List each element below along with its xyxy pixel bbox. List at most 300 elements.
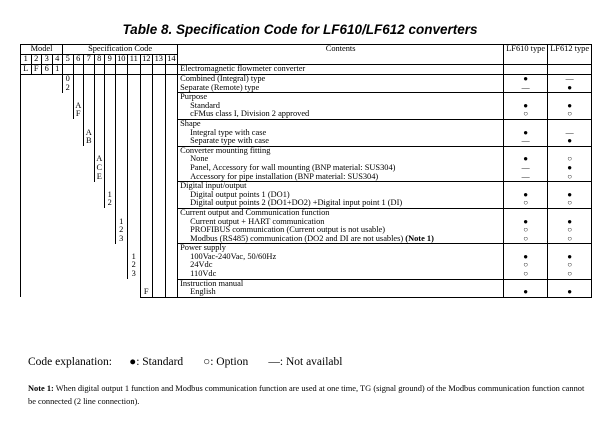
code-spacer — [31, 146, 42, 155]
code-spacer — [52, 279, 63, 288]
code-spacer — [115, 75, 128, 84]
code-spacer — [128, 164, 141, 173]
spec-contents-text: 24Vdc — [190, 260, 213, 270]
code-spacer — [52, 235, 63, 244]
code-spacer — [140, 208, 153, 217]
code-spacer — [94, 253, 105, 262]
spec-contents-text: Modbus (RS485) communication (DO2 and DI are not usables) — [190, 233, 406, 243]
code-spacer — [165, 191, 178, 200]
spec-code-cell: 1 — [115, 218, 128, 227]
model-type-cell — [504, 65, 548, 75]
empty-code-cell — [94, 65, 105, 75]
code-spacer — [140, 218, 153, 227]
header-code-position: 11 — [128, 55, 141, 65]
code-spacer — [42, 226, 53, 235]
spec-row — [21, 244, 592, 253]
spec-code-cell: F — [140, 288, 153, 297]
header-code-position: 4 — [52, 55, 63, 65]
code-spacer — [128, 208, 141, 217]
code-spacer — [84, 199, 95, 208]
code-spacer — [105, 226, 116, 235]
code-spacer — [115, 191, 128, 200]
legend-label: Code explanation: — [28, 356, 112, 368]
code-spacer — [115, 110, 128, 119]
code-spacer — [128, 173, 141, 182]
code-spacer — [63, 261, 74, 270]
code-spacer — [31, 270, 42, 279]
code-spacer — [21, 173, 32, 182]
spec-contents-text: Digital input/output — [180, 181, 247, 191]
code-spacer — [42, 93, 53, 102]
code-spacer — [128, 129, 141, 138]
header-code-position: 10 — [115, 55, 128, 65]
header-code-position: 9 — [105, 55, 116, 65]
code-spacer — [140, 155, 153, 164]
lf610-availability: ● — [504, 218, 548, 227]
code-spacer — [52, 137, 63, 146]
code-spacer — [42, 75, 53, 84]
code-spacer — [165, 199, 178, 208]
code-spacer — [84, 218, 95, 227]
code-spacer — [73, 288, 84, 297]
code-spacer — [153, 110, 166, 119]
code-spacer — [21, 84, 32, 93]
lf610-availability: ○ — [504, 235, 548, 244]
code-spacer — [153, 199, 166, 208]
code-spacer — [42, 173, 53, 182]
code-spacer — [63, 93, 74, 102]
spec-code-cell: 3 — [115, 235, 128, 244]
code-spacer — [105, 235, 116, 244]
code-spacer — [105, 146, 116, 155]
code-spacer — [63, 119, 74, 128]
code-spacer — [105, 137, 116, 146]
code-spacer — [42, 199, 53, 208]
code-spacer — [165, 182, 178, 191]
code-spacer — [128, 182, 141, 191]
code-spacer — [115, 253, 128, 262]
code-spacer — [73, 146, 84, 155]
code-spacer — [73, 226, 84, 235]
code-spacer — [115, 129, 128, 138]
code-spacer — [84, 235, 95, 244]
code-spacer — [63, 182, 74, 191]
model-code-cell: 1 — [52, 65, 63, 75]
lf610-availability: ● — [504, 129, 548, 138]
code-spacer — [31, 75, 42, 84]
spec-contents-text: Converter mounting fitting — [180, 145, 271, 155]
lf610-availability: — — [504, 137, 548, 146]
lf610-availability: ● — [504, 253, 548, 262]
header-code-position: 12 — [140, 55, 153, 65]
spec-contents — [178, 253, 504, 262]
spec-contents-text: Current output + HART communication — [190, 216, 325, 226]
code-spacer — [84, 93, 95, 102]
code-spacer — [31, 244, 42, 253]
spec-contents-text: 100Vac-240Vac, 50/60Hz — [190, 251, 277, 261]
spec-contents — [178, 84, 504, 93]
code-spacer — [73, 84, 84, 93]
lf612-availability: ○ — [548, 173, 592, 182]
code-spacer — [84, 173, 95, 182]
code-spacer — [105, 75, 116, 84]
code-spacer — [140, 110, 153, 119]
code-spacer — [73, 218, 84, 227]
code-spacer — [115, 155, 128, 164]
code-spacer — [21, 164, 32, 173]
code-spacer — [73, 173, 84, 182]
option-symbol-icon: ○ — [203, 356, 211, 368]
code-spacer — [105, 155, 116, 164]
code-spacer — [63, 137, 74, 146]
code-spacer — [94, 208, 105, 217]
code-spacer — [21, 208, 32, 217]
spec-row — [21, 288, 592, 297]
code-spacer — [73, 137, 84, 146]
code-spacer — [21, 93, 32, 102]
code-spacer — [105, 279, 116, 288]
spec-code-cell: A — [84, 129, 95, 138]
header-model: Model — [21, 45, 63, 55]
lf612-availability: ○ — [548, 110, 592, 119]
code-spacer — [140, 191, 153, 200]
code-spacer — [63, 244, 74, 253]
lf612-availability: ● — [548, 102, 592, 111]
code-spacer — [165, 253, 178, 262]
code-spacer — [115, 244, 128, 253]
code-spacer — [31, 137, 42, 146]
spec-contents-text: Digital output points 2 (DO1+DO2) +Digital input point 1 (DI) — [190, 198, 403, 208]
lf612-availability: ● — [548, 84, 592, 93]
spec-contents-text: Power supply — [180, 243, 226, 253]
code-spacer — [153, 164, 166, 173]
code-spacer — [94, 235, 105, 244]
code-spacer — [140, 173, 153, 182]
code-spacer — [128, 155, 141, 164]
code-spacer — [42, 129, 53, 138]
code-spacer — [94, 279, 105, 288]
code-spacer — [31, 119, 42, 128]
code-spacer — [105, 270, 116, 279]
code-spacer — [63, 164, 74, 173]
lf610-availability: ○ — [504, 199, 548, 208]
code-spacer — [140, 146, 153, 155]
code-spacer — [153, 129, 166, 138]
code-spacer — [153, 253, 166, 262]
code-spacer — [21, 110, 32, 119]
code-spacer — [153, 218, 166, 227]
code-spacer — [63, 253, 74, 262]
spec-row — [21, 182, 592, 191]
lf612-availability: ○ — [548, 270, 592, 279]
code-spacer — [140, 84, 153, 93]
code-spacer — [21, 102, 32, 111]
code-spacer — [115, 84, 128, 93]
code-spacer — [31, 182, 42, 191]
code-spacer — [31, 93, 42, 102]
code-spacer — [105, 253, 116, 262]
code-spacer — [94, 93, 105, 102]
code-spacer — [31, 208, 42, 217]
code-spacer — [165, 270, 178, 279]
spec-table — [20, 44, 592, 298]
empty-code-cell — [105, 65, 116, 75]
spec-contents — [178, 235, 504, 244]
code-spacer — [84, 75, 95, 84]
empty-code-cell — [115, 65, 128, 75]
code-spacer — [165, 75, 178, 84]
code-spacer — [128, 102, 141, 111]
code-spacer — [153, 261, 166, 270]
lf610-availability: ● — [504, 102, 548, 111]
code-spacer — [42, 146, 53, 155]
code-spacer — [94, 218, 105, 227]
empty-code-cell — [165, 65, 178, 75]
code-spacer — [73, 253, 84, 262]
code-spacer — [73, 155, 84, 164]
code-spacer — [31, 226, 42, 235]
header-contents: Contents — [178, 45, 504, 65]
code-spacer — [115, 146, 128, 155]
spec-code-cell: 3 — [128, 270, 141, 279]
code-spacer — [115, 199, 128, 208]
code-spacer — [140, 137, 153, 146]
code-spacer — [165, 244, 178, 253]
code-spacer — [115, 164, 128, 173]
empty-code-cell — [140, 65, 153, 75]
code-spacer — [73, 119, 84, 128]
code-spacer — [140, 164, 153, 173]
code-spacer — [140, 253, 153, 262]
code-spacer — [165, 146, 178, 155]
lf610-availability: ○ — [504, 270, 548, 279]
not-available-symbol-icon: — — [268, 356, 280, 368]
code-spacer — [31, 84, 42, 93]
spec-contents — [178, 110, 504, 119]
code-spacer — [140, 199, 153, 208]
code-spacer — [165, 164, 178, 173]
code-spacer — [31, 199, 42, 208]
code-spacer — [63, 102, 74, 111]
code-spacer — [105, 244, 116, 253]
code-spacer — [128, 199, 141, 208]
note-reference: (Note 1) — [405, 233, 434, 243]
code-spacer — [42, 191, 53, 200]
header-spec-code: Specification Code — [63, 45, 178, 55]
code-spacer — [165, 93, 178, 102]
spec-row — [21, 75, 592, 84]
code-spacer — [105, 84, 116, 93]
code-spacer — [140, 129, 153, 138]
code-spacer — [52, 253, 63, 262]
legend-standard-text: : Standard — [136, 356, 184, 368]
code-spacer — [84, 110, 95, 119]
code-spacer — [31, 191, 42, 200]
code-spacer — [165, 208, 178, 217]
empty-code-cell — [153, 65, 166, 75]
code-spacer — [73, 191, 84, 200]
code-spacer — [115, 119, 128, 128]
code-spacer — [84, 191, 95, 200]
code-spacer — [21, 279, 32, 288]
code-spacer — [21, 253, 32, 262]
code-spacer — [94, 137, 105, 146]
code-spacer — [94, 84, 105, 93]
code-spacer — [165, 84, 178, 93]
spec-code-cell: 0 — [63, 75, 74, 84]
code-spacer — [21, 199, 32, 208]
lf612-availability: ● — [548, 137, 592, 146]
code-spacer — [73, 75, 84, 84]
code-legend — [28, 356, 342, 368]
lf610-availability: ● — [504, 155, 548, 164]
code-spacer — [52, 84, 63, 93]
code-spacer — [128, 75, 141, 84]
code-spacer — [115, 288, 128, 297]
code-spacer — [165, 173, 178, 182]
code-spacer — [128, 288, 141, 297]
code-spacer — [52, 218, 63, 227]
code-spacer — [105, 102, 116, 111]
header-code-position: 13 — [153, 55, 166, 65]
code-spacer — [52, 102, 63, 111]
code-spacer — [31, 129, 42, 138]
lf610-availability: ○ — [504, 110, 548, 119]
code-spacer — [128, 218, 141, 227]
legend-not-available-text: : Not availabl — [279, 356, 343, 368]
spec-contents-text: Accessory for pipe installation (BNP material: SUS304) — [190, 171, 379, 181]
header-code-position: 7 — [84, 55, 95, 65]
code-spacer — [63, 110, 74, 119]
code-spacer — [84, 208, 95, 217]
code-spacer — [21, 270, 32, 279]
code-spacer — [73, 244, 84, 253]
code-spacer — [105, 208, 116, 217]
code-spacer — [84, 270, 95, 279]
code-spacer — [84, 279, 95, 288]
code-spacer — [21, 137, 32, 146]
code-spacer — [52, 182, 63, 191]
lf612-availability: ○ — [548, 235, 592, 244]
header-lf612: LF612 type — [548, 45, 592, 65]
code-spacer — [73, 261, 84, 270]
header-code-position: 8 — [94, 55, 105, 65]
spec-contents — [178, 288, 504, 297]
code-spacer — [21, 155, 32, 164]
code-spacer — [153, 137, 166, 146]
spec-contents-text: 110Vdc — [190, 269, 217, 279]
code-spacer — [153, 182, 166, 191]
code-spacer — [52, 244, 63, 253]
spec-contents-text: Purpose — [180, 92, 208, 102]
code-spacer — [94, 191, 105, 200]
code-spacer — [42, 261, 53, 270]
code-spacer — [31, 279, 42, 288]
spec-code-cell: C — [94, 164, 105, 173]
code-spacer — [128, 119, 141, 128]
model-code-cell: L — [21, 65, 32, 75]
code-spacer — [31, 235, 42, 244]
code-spacer — [63, 155, 74, 164]
code-spacer — [153, 226, 166, 235]
code-spacer — [115, 270, 128, 279]
spec-code-cell: F — [73, 110, 84, 119]
code-spacer — [31, 164, 42, 173]
code-spacer — [165, 155, 178, 164]
code-spacer — [42, 235, 53, 244]
code-spacer — [63, 218, 74, 227]
code-spacer — [52, 119, 63, 128]
spec-contents-text: PROFIBUS communication (Current output is not usable) — [190, 225, 386, 235]
code-spacer — [31, 155, 42, 164]
code-spacer — [105, 119, 116, 128]
code-spacer — [42, 84, 53, 93]
spec-row — [21, 129, 592, 138]
code-spacer — [84, 288, 95, 297]
spec-contents-text: Instruction manual — [180, 278, 244, 288]
empty-code-cell — [73, 65, 84, 75]
code-spacer — [63, 235, 74, 244]
spec-contents — [178, 146, 504, 155]
lf612-availability: ○ — [548, 155, 592, 164]
code-spacer — [94, 182, 105, 191]
spec-contents-text: Digital output points 1 (DO1) — [190, 189, 290, 199]
code-spacer — [52, 110, 63, 119]
lf612-availability: ● — [548, 218, 592, 227]
code-spacer — [153, 279, 166, 288]
code-spacer — [94, 199, 105, 208]
spec-contents-text: Separate (Remote) type — [180, 82, 260, 92]
spec-code-cell: A — [73, 102, 84, 111]
code-spacer — [42, 208, 53, 217]
code-spacer — [63, 199, 74, 208]
code-spacer — [115, 279, 128, 288]
code-spacer — [165, 129, 178, 138]
code-spacer — [140, 75, 153, 84]
spec-contents-text: cFMus class I, Division 2 approved — [190, 109, 310, 119]
code-spacer — [52, 199, 63, 208]
code-spacer — [94, 102, 105, 111]
lf610-availability: ● — [504, 191, 548, 200]
code-spacer — [153, 270, 166, 279]
code-spacer — [21, 261, 32, 270]
code-spacer — [63, 146, 74, 155]
code-spacer — [42, 182, 53, 191]
spec-code-cell: 2 — [128, 261, 141, 270]
code-spacer — [31, 261, 42, 270]
code-spacer — [115, 102, 128, 111]
code-spacer — [84, 244, 95, 253]
lf612-availability: ● — [548, 191, 592, 200]
code-spacer — [52, 164, 63, 173]
code-spacer — [52, 129, 63, 138]
code-spacer — [52, 288, 63, 297]
code-spacer — [165, 137, 178, 146]
spec-row — [21, 137, 592, 146]
header-code-position: 3 — [42, 55, 53, 65]
spec-contents-text: Separate type with case — [190, 136, 269, 146]
code-spacer — [153, 75, 166, 84]
code-spacer — [105, 173, 116, 182]
code-spacer — [140, 119, 153, 128]
spec-code-cell: A — [94, 155, 105, 164]
spec-contents — [178, 261, 504, 270]
code-spacer — [21, 75, 32, 84]
lf610-availability: — — [504, 173, 548, 182]
code-spacer — [84, 84, 95, 93]
code-spacer — [153, 93, 166, 102]
code-spacer — [165, 218, 178, 227]
